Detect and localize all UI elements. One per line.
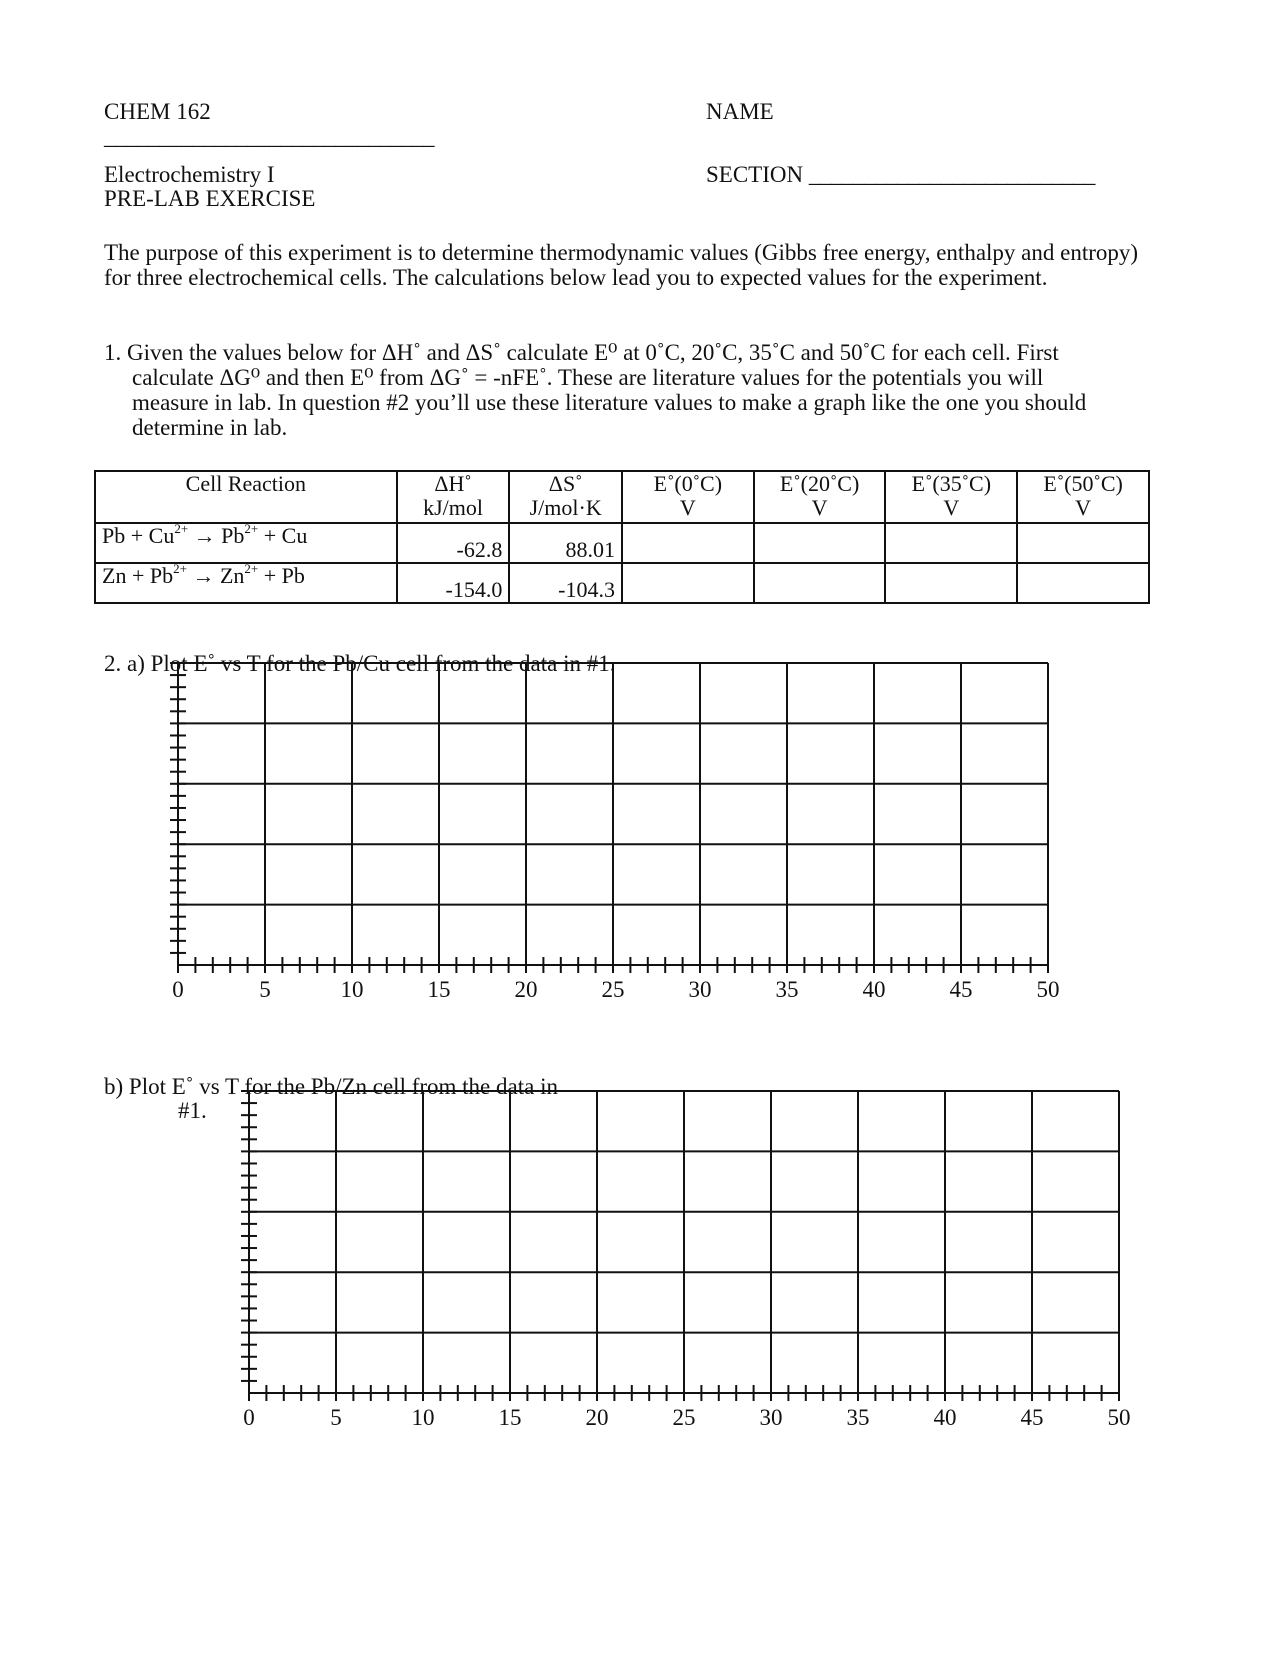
x-tick-label: 10 — [340, 977, 364, 1002]
question-2b-label-line2: #1. — [178, 1098, 207, 1123]
ds-cell: 88.01 — [509, 523, 622, 563]
x-tick-label: 5 — [259, 977, 271, 1002]
question-1-line2: calculate ΔG⁰ and then E⁰ from ΔG˚ = -nFE˚. These are literature values for the potentials you will — [132, 365, 1044, 390]
reaction-cell: $Zn + Pb^{2+} \to Zn^{2+} + Pb$ — [95, 563, 397, 603]
x-tick-label: 5 — [330, 1405, 342, 1430]
header-cell-e0: E˚(0˚C) V — [622, 471, 754, 523]
x-tick-label: 20 — [585, 1405, 609, 1430]
title-line1: Electrochemistry I — [104, 162, 275, 187]
x-tick-label: 10 — [411, 1405, 435, 1430]
x-tick-label: 50 — [1036, 977, 1060, 1002]
x-tick-label: 30 — [688, 977, 712, 1002]
x-tick-label: 50 — [1107, 1405, 1131, 1430]
dh-cell: -62.8 — [397, 523, 510, 563]
x-tick-label: 20 — [514, 977, 538, 1002]
section-field[interactable]: __________________________ — [808, 162, 1095, 187]
question-1-line4: determine in lab. — [132, 415, 288, 440]
x-tick-label: 40 — [862, 977, 886, 1002]
x-tick-label: 45 — [1020, 1405, 1044, 1430]
question-1-line3: measure in lab. In question #2 you’ll use these literature values to make a graph like the one you should — [132, 390, 1087, 415]
x-tick-label: 25 — [601, 977, 625, 1002]
name-underline[interactable]: ______________________________ — [104, 124, 434, 149]
ds-cell: -104.3 — [509, 563, 622, 603]
x-tick-label: 45 — [949, 977, 973, 1002]
x-tick-label: 40 — [933, 1405, 957, 1430]
header-cell-e20: E˚(20˚C) V — [754, 471, 886, 523]
intro-paragraph: The purpose of this experiment is to determine thermodynamic values (Gibbs free energy, enthalpy and entropy) for three electrochemical cells. The calculations below lead you to expected values for the experiment. — [104, 240, 1139, 290]
x-tick-label: 15 — [427, 977, 451, 1002]
header-cell-e35: E˚(35˚C) V — [885, 471, 1017, 523]
course-code: CHEM 162 — [104, 99, 211, 124]
name-label: NAME — [706, 99, 774, 124]
question-2b-label-line1: b) Plot E˚ vs T for the Pb/Zn cell from the data in — [104, 1074, 558, 1099]
dh-cell: -154.0 — [397, 563, 510, 603]
header-cell-reaction: Cell Reaction — [95, 471, 397, 523]
question-1-line1: 1. Given the values below for ΔH˚ and ΔS˚ calculate E⁰ at 0˚C, 20˚C, 35˚C and 50˚C for each cell. First — [104, 340, 1059, 365]
x-tick-label: 0 — [243, 1405, 255, 1430]
header-cell-e50: E˚(50˚C) V — [1017, 471, 1149, 523]
x-tick-label: 30 — [759, 1405, 783, 1430]
header-cell-dh: ΔH˚ kJ/mol — [397, 471, 510, 523]
x-tick-label: 15 — [498, 1405, 522, 1430]
section-label-text: SECTION — [706, 162, 804, 187]
x-tick-label: 25 — [672, 1405, 696, 1430]
question-2a-label: 2. a) Plot E˚ vs T for the Pb/Cu cell from the data in #1. — [104, 651, 616, 676]
title-line2: PRE-LAB EXERCISE — [104, 186, 316, 211]
x-tick-label: 35 — [775, 977, 799, 1002]
header-cell-ds: ΔS˚ J/mol·K — [509, 471, 622, 523]
x-tick-label: 35 — [846, 1405, 870, 1430]
reaction-cell: $Pb + Cu^{2+} \to Pb^{2+} + Cu$ — [95, 523, 397, 563]
x-tick-label: 0 — [172, 977, 184, 1002]
